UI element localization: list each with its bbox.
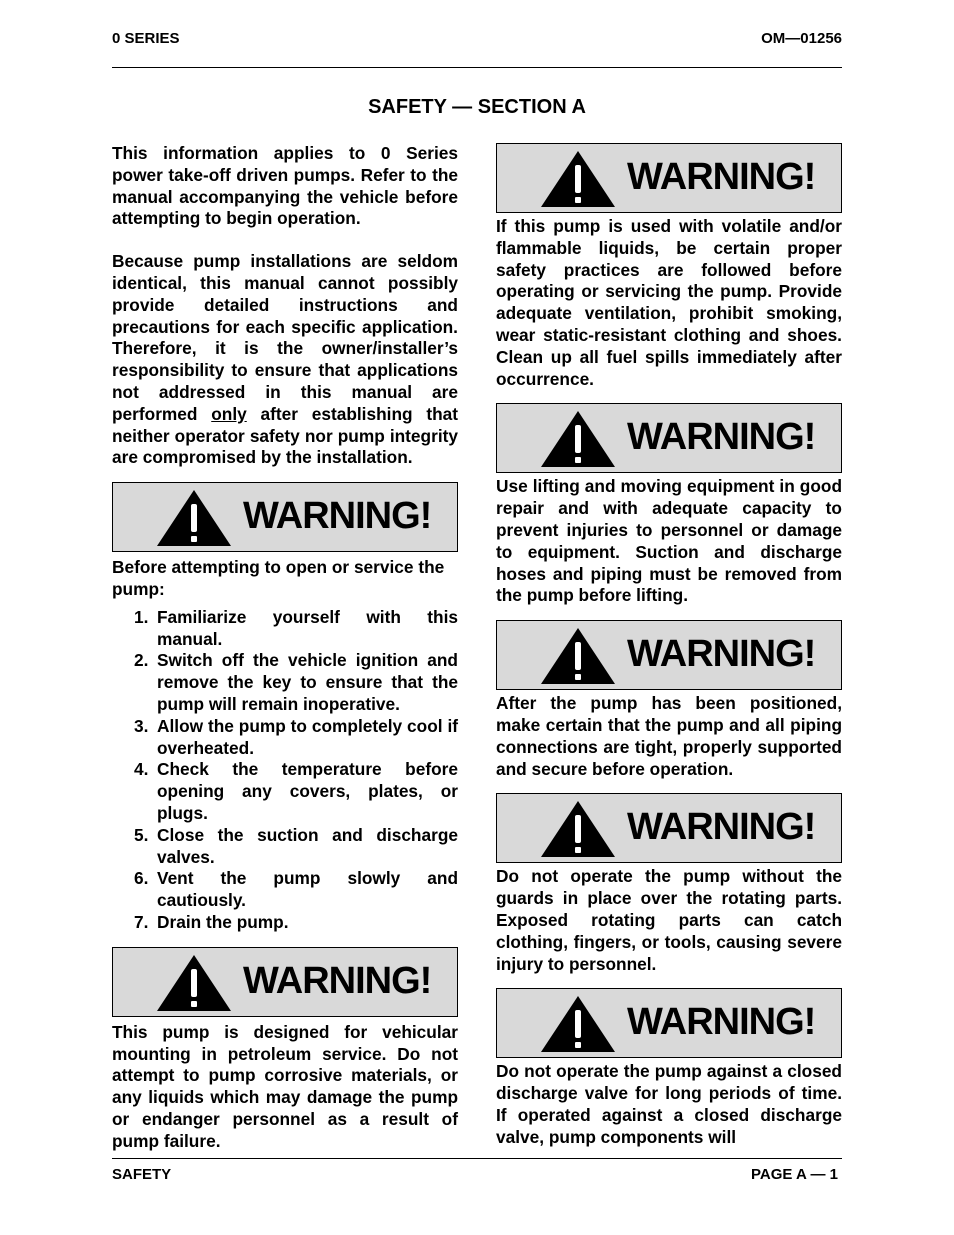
list-item (112, 759, 458, 824)
warning-box (496, 143, 842, 213)
step-text: Check the temperature before opening any covers, plates, or plugs. (157, 759, 458, 823)
step-text: Close the suction and discharge valves. (157, 824, 458, 867)
header-series: 0 SERIES (112, 30, 180, 47)
intro-emphasis-only: only (211, 403, 247, 424)
step-number: 6. (134, 868, 149, 889)
warning-box (496, 988, 842, 1058)
step-text: Drain the pump. (157, 911, 289, 932)
step-number: 5. (134, 824, 149, 845)
warning-triangle-icon (539, 626, 617, 686)
step-number: 3. (134, 715, 149, 736)
intro-paragraph-1: This information applies to 0 Series power take-off driven pumps. Refer to the manual accompanying the vehicle before attempting to begin operation. (112, 143, 458, 229)
header-rule (112, 67, 842, 68)
intro-paragraph-2-part-a: Because pump installations are seldom identical, this manual cannot possibly provide detailed instructions and precautions for each specific application. Therefore, it is the owner/installer’s responsibility to ensure that applications not addressed in this manual are performed (112, 251, 458, 424)
warning-box (112, 947, 458, 1017)
warning-box (496, 620, 842, 690)
step-text: Allow the pump to completely cool if overheated. (157, 715, 458, 758)
step-text: Switch off the vehicle ignition and remove the key to ensure that the pump will remain inoperative. (157, 650, 458, 714)
step-text: Familiarize yourself with this manual. (157, 606, 458, 649)
step-number: 1. (134, 606, 149, 627)
step-number: 2. (134, 650, 149, 671)
footer-rule (112, 1158, 842, 1159)
warning-box (496, 403, 842, 473)
warning-7-text: Do not operate the pump against a closed discharge valve for long periods of time. If operated against a closed discharge valve, pump components will (496, 1061, 842, 1147)
warning-triangle-icon (539, 994, 617, 1054)
warning-3-text: If this pump is used with volatile and/or flammable liquids, be certain proper safety practices are followed before operating or servicing the pump. Provide adequate ventilation, prohibit smoking, wear static-resistant clothing and shoes. Clean up all fuel spills immediately after occurrence. (496, 216, 842, 389)
page-title: SAFETY — SECTION A (368, 96, 586, 118)
warning-label: WARNING! (243, 959, 432, 1002)
step-text: Vent the pump slowly and cautiously. (157, 868, 458, 911)
warning-triangle-icon (155, 953, 233, 1013)
warning-1-lead: Before attempting to open or service the pump: (112, 557, 445, 599)
header-doc-number: OM—01256 (761, 30, 842, 47)
step-number: 7. (134, 911, 149, 932)
warning-triangle-icon (539, 149, 617, 209)
warning-box (496, 793, 842, 863)
list-item (112, 650, 458, 715)
warning-2-text: This pump is designed for vehicular mounting in petroleum service. Do not attempt to pump corrosive materials, or any liquids which may damage the pump or endanger personnel as a result of pump failure. (112, 1021, 458, 1151)
warning-4-text: Use lifting and moving equipment in good repair and with adequate capacity to prevent injuries to personnel or damage to equipment. Suction and discharge hoses and piping must be removed from the pump before lifting. (496, 476, 842, 606)
warning-label: WARNING! (627, 633, 816, 676)
left-column (112, 143, 458, 1152)
warning-triangle-icon (539, 409, 617, 469)
list-item (112, 868, 458, 912)
warning-label: WARNING! (627, 156, 816, 198)
list-item (112, 716, 458, 760)
warning-triangle-icon (539, 799, 617, 859)
list-item (112, 607, 458, 651)
right-column (496, 143, 842, 1149)
footer-page-number: PAGE A — 1 (751, 1166, 838, 1183)
intro-paragraph-2 (112, 251, 458, 469)
warning-label: WARNING! (243, 495, 432, 538)
service-steps-list (112, 607, 458, 934)
list-item (112, 825, 458, 869)
warning-label: WARNING! (627, 806, 816, 849)
warning-box (112, 482, 458, 552)
warning-5-text: After the pump has been positioned, make certain that the pump and all piping connections are tight, properly supported and secure before operation. (496, 693, 842, 779)
warning-triangle-icon (155, 488, 233, 548)
list-item (112, 912, 458, 934)
warning-label: WARNING! (627, 416, 816, 459)
warning-label: WARNING! (627, 1001, 816, 1044)
step-number: 4. (134, 759, 149, 780)
intro-paragraph-2-part-b: after establishing that neither operator safety nor pump integrity are compromised by the installation. (112, 403, 458, 468)
footer-section: SAFETY (112, 1166, 172, 1183)
warning-6-text: Do not operate the pump without the guards in place over the rotating parts. Exposed rotating parts can catch clothing, fingers, or tools, causing severe injury to personnel. (496, 866, 842, 974)
